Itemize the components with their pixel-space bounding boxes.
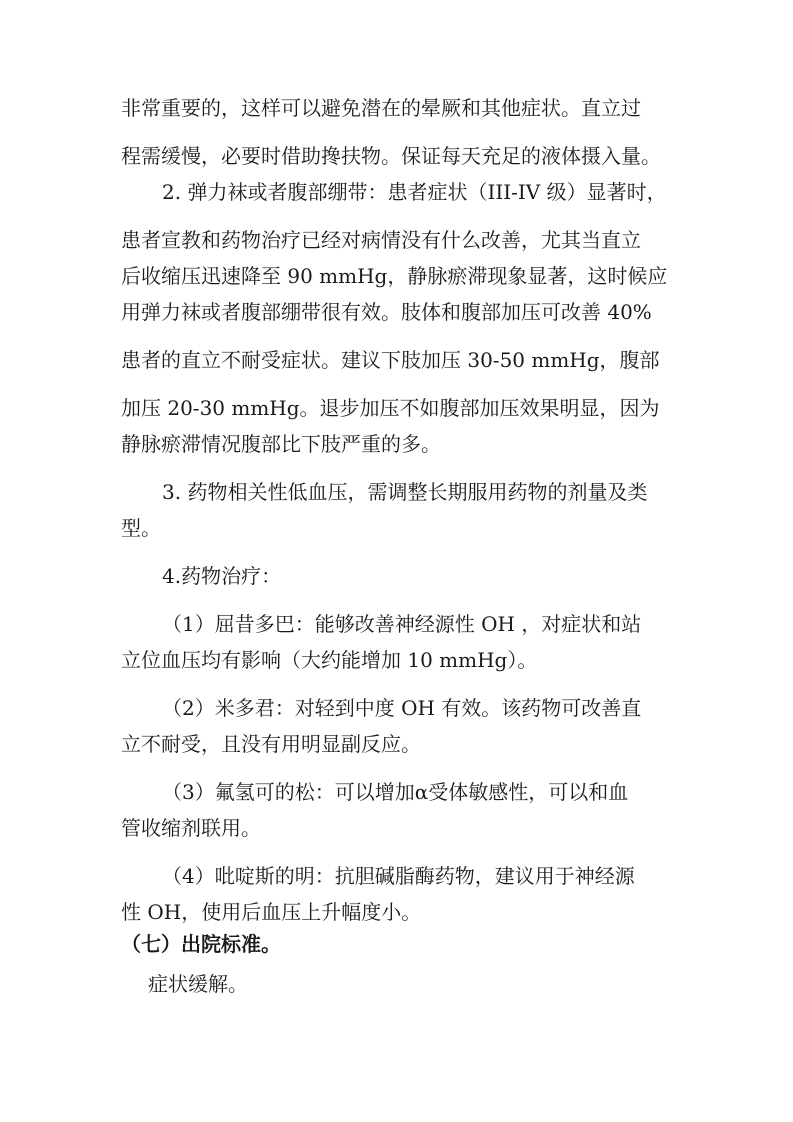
- paragraph-line: 用弹力袜或者腹部绷带很有效。肢体和腹部加压可改善 40%: [121, 300, 652, 324]
- paragraph-line: 加压 20-30 mmHg。退步加压不如腹部加压效果明显，因为: [121, 396, 660, 420]
- paragraph-line: 立不耐受，且没有用明显副反应。: [121, 732, 421, 756]
- paragraph-line: 型。: [121, 516, 161, 540]
- paragraph-line: 管收缩剂联用。: [121, 816, 261, 840]
- section-heading-line: 4.药物治疗：: [162, 564, 282, 588]
- paragraph-line: 立位血压均有影响（大约能增加 10 mmHg）。: [121, 648, 538, 672]
- list-item-line: （1）屈昔多巴：能够改善神经源性 OH ，对症状和站: [162, 612, 642, 636]
- list-item-line: 3. 药物相关性低血压，需调整长期服用药物的剂量及类: [162, 480, 648, 504]
- paragraph-line: 患者宣教和药物治疗已经对病情没有什么改善，尤其当直立: [121, 228, 641, 252]
- paragraph-line: 静脉瘀滞情况腹部比下肢严重的多。: [121, 432, 441, 456]
- paragraph-line: 患者的直立不耐受症状。建议下肢加压 30-50 mmHg，腹部: [121, 348, 660, 372]
- list-item-line: （3）氟氢可的松：可以增加α受体敏感性，可以和血: [162, 780, 629, 804]
- list-item-line: （4）吡啶斯的明：抗胆碱脂酶药物，建议用于神经源: [162, 864, 635, 888]
- list-item-line: （2）米多君：对轻到中度 OH 有效。该药物可改善直: [162, 696, 642, 720]
- paragraph-line: 非常重要的，这样可以避免潜在的晕厥和其他症状。直立过: [121, 96, 641, 120]
- paragraph-line: 症状缓解。: [148, 972, 248, 996]
- paragraph-line: 后收缩压迅速降至 90 mmHg，静脉瘀滞现象显著，这时候应: [121, 264, 668, 288]
- paragraph-line: 性 OH，使用后血压上升幅度小。: [121, 900, 422, 924]
- list-item-line: 2. 弹力袜或者腹部绷带：患者症状（III-IV 级）显著时，: [162, 180, 667, 204]
- section-heading: （七）出院标准。: [121, 932, 281, 956]
- paragraph-line: 程需缓慢，必要时借助搀扶物。保证每天充足的液体摄入量。: [121, 144, 661, 168]
